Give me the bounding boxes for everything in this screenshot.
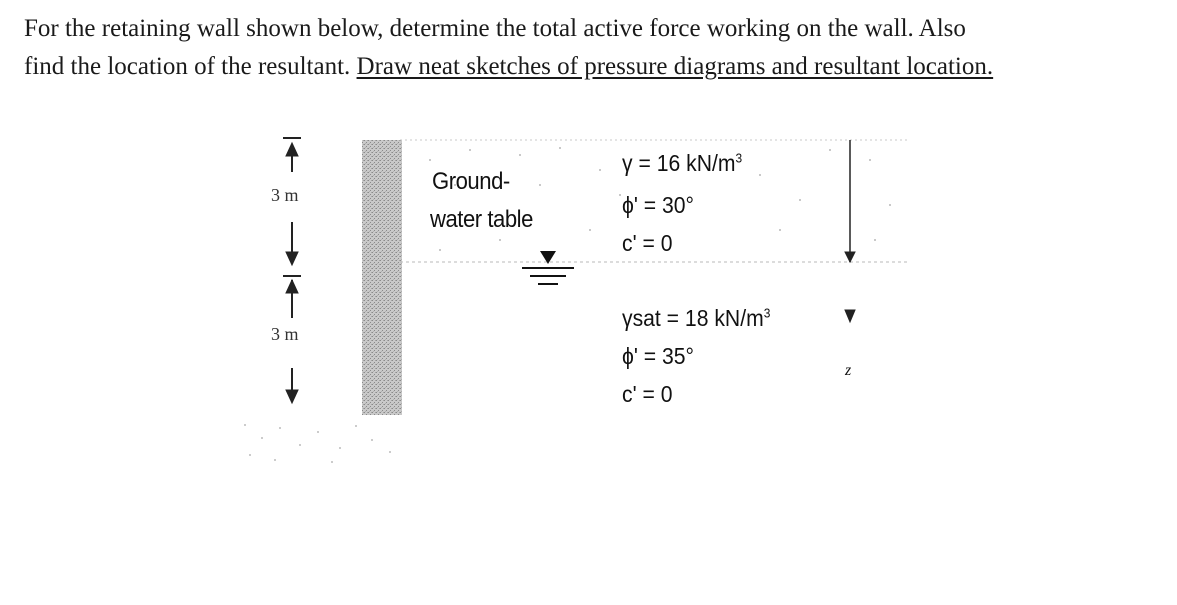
question-line-2-text: find the location of the resultant. [24, 53, 357, 80]
layer2-friction-angle: ϕ' = 35° [622, 343, 695, 369]
dimension-label-top: 3 m [271, 185, 299, 205]
dimension-label-bottom: 3 m [271, 324, 299, 344]
groundwater-label-line-1: Ground- [432, 168, 510, 195]
retaining-wall [362, 140, 402, 415]
layer1-unit-weight-text: γ = 16 kN/m [622, 150, 736, 176]
depth-label-z: z [845, 362, 852, 379]
base-ground-texture [244, 424, 391, 463]
layer1-cohesion: c' = 0 [622, 230, 673, 256]
dimension-arrows [283, 138, 301, 403]
water-table-symbol [522, 251, 574, 284]
layer2-cohesion: c' = 0 [622, 381, 673, 407]
question-line-2-underlined: Draw neat sketches of pressure diagrams and resultant location. [356, 53, 994, 80]
layer1-unit-weight-exponent: 3 [735, 150, 743, 166]
layer1-unit-weight [622, 150, 742, 177]
groundwater-label-line-2: water table [430, 206, 533, 233]
depth-arrow [845, 140, 855, 322]
layer2-unit-weight-text: γsat = 18 kN/m [622, 305, 764, 331]
layer1-friction-angle: ϕ' = 30° [622, 192, 695, 218]
layer2-unit-weight-exponent: 3 [763, 305, 771, 321]
layer2-unit-weight [622, 305, 770, 332]
question-line-1: For the retaining wall shown below, determine the total active force working on the wall. Also [24, 15, 966, 42]
